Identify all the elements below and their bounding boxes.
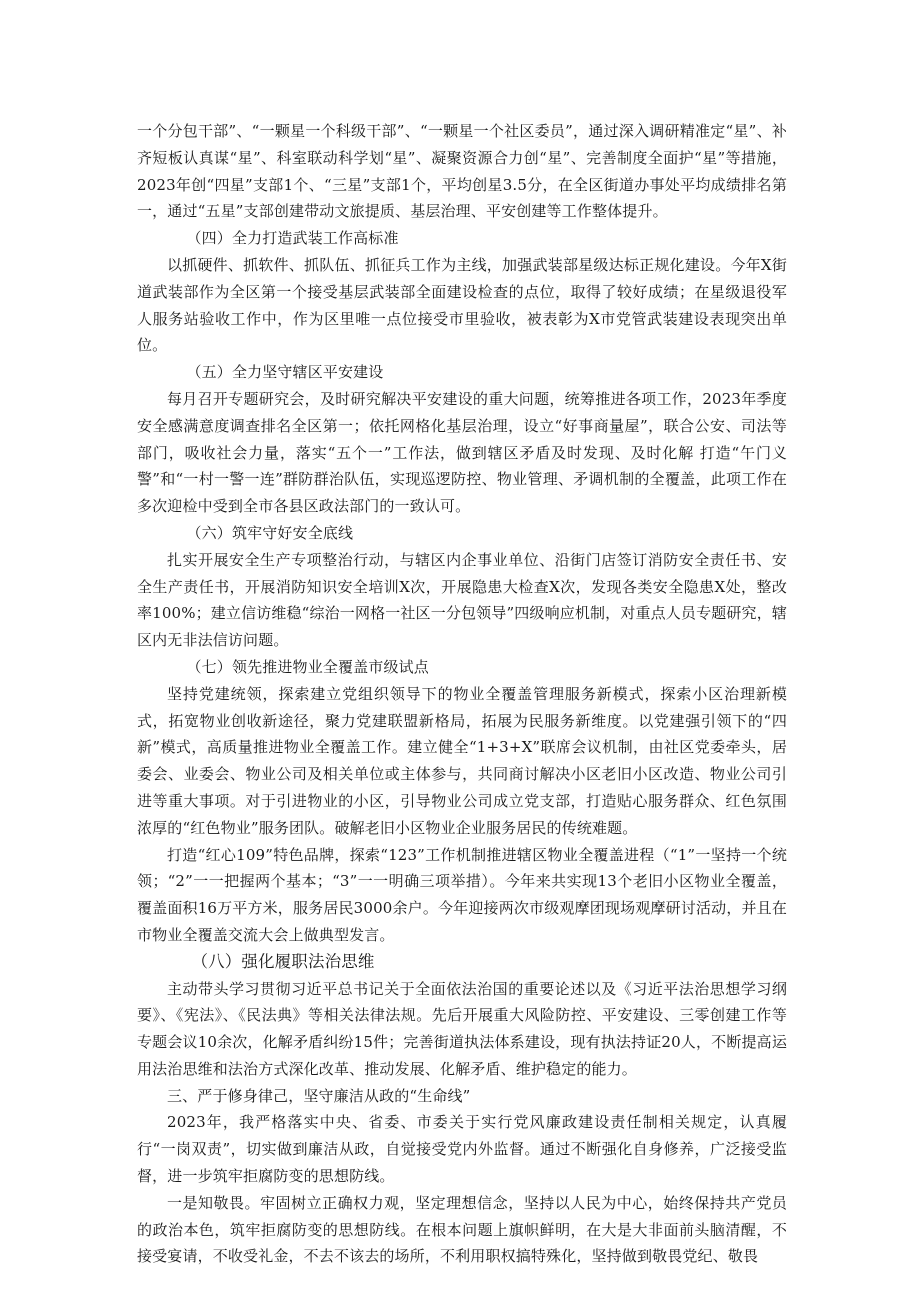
paragraph-armed-forces: 以抓硬件、抓软件、抓队伍、抓征兵工作为主线，加强武装部星级达标正规化建设。今年X街道武装部作为全区第一个接受基层武装部全面建设检查的点位，取得了较好成绩；在星级退役军人服务站验收工作中，作为区里唯一点位接受市里验收，被表彰为X市党管武装建设表现突出单位。	[137, 255, 787, 355]
paragraph-safety-baseline: 扎实开展安全生产专项整治行动，与辖区内企事业单位、沿街门店签订消防安全责任书、安全生产责任书，开展消防知识安全培训X次，开展隐患大检查X次，发现各类安全隐患X处，整改率100%；建立信访维稳“综治一网格一社区一分包领导”四级响应机制，对重点人员专题研究，辖区内无非法信访问题。	[137, 550, 787, 650]
paragraph-integrity-intro: 2023年，我严格落实中央、省委、市委关于实行党风廉政建设责任制相关规定，认真履行“一岗双责”，切实做到廉洁从政，自觉接受党内外监督。通过不断强化自身修养，广泛接受监督，进一步筑牢拒腐防变的思想防线。	[137, 1113, 787, 1186]
heading-property-coverage: （七）领先推进物业全覆盖市级试点	[186, 657, 429, 676]
heading-safety-baseline: （六）筑牢守好安全底线	[186, 523, 354, 542]
heading-armed-forces: （四）全力打造武装工作高标准	[186, 229, 399, 248]
paragraph-continued: 一个分包干部”、“一颗星一个科级干部”、“一颗星一个社区委员”，通过深入调研精准定“星”、补齐短板认真谋“星”、科室联动科学划“星”、凝聚资源合力创“星”、完善制度全面护“星”等措施，2023年创“四星”支部1个、“三星”支部1个，平均创星3.5分，在全区街道办事处平均成绩排名第一，通过“五星”支部创建带动文旅提质、基层治理、平安创建等工作整体提升。	[137, 122, 787, 221]
paragraph-rule-of-law: 主动带头学习贯彻习近平总书记关于全面依法治国的重要论述以及《习近平法治思想学习纲要》、《宪法》、《民法典》等相关法律法规。先后开展重大风险防控、平安建设、三零创建工作等专题会议10余次，化解矛盾纠纷15件；完善街道执法体系建设，现有执法持证20人，不断提高运用法治思维和法治方式深化改革、推动发展、化解矛盾、维护稳定的能力。	[137, 979, 787, 1078]
heading-public-safety: （五）全力坚守辖区平安建设	[186, 363, 384, 382]
paragraph-public-safety: 每月召开专题研究会，及时研究解决平安建设的重大问题，统筹推进各项工作，2023年季度安全感满意度调查排名全区第一；依托网格化基层治理，设立“好事商量屋”，联合公安、司法等部门，吸收社会力量，落实“五个一”工作法，做到辖区矛盾及时发现、及时化解 打造“午门义警”和“一村一警一连”群防群治队伍，实现巡逻防控、物业管理、矛调机制的全覆盖，此项工作在多次迎检中受到全市各县区政法部门的一致认可。	[137, 389, 787, 516]
paragraph-awe: 一是知敬畏。牢固树立正确权力观，坚定理想信念，坚持以人民为中心，始终保持共产党员的政治本色，筑牢拒腐防变的思想防线。在根本问题上旗帜鲜明，在大是大非面前头脑清醒，不接受宴请，不收受礼金，不去不该去的场所，不利用职权搞特殊化，坚持做到敬畏党纪、敬畏	[137, 1193, 787, 1266]
section-heading-integrity: 三、严于修身律己，坚守廉洁从政的“生命线”	[167, 1086, 471, 1105]
paragraph-property-coverage: 坚持党建统领，探索建立党组织领导下的物业全覆盖管理服务新模式，探索小区治理新模式，拓宽物业创收新途径，聚力党建联盟新格局，拓展为民服务新维度。以党建强引领下的“四新”模式，高质量推进物业全覆盖工作。建立健全“1+3+X”联席会议机制，由社区党委牵头，居委会、业委会、物业公司及相关单位或主体参与，共同商讨解决小区老旧小区改造、物业公司引进等重大事项。对于引进物业的小区，引导物业公司成立党支部，打造贴心服务群众、红色氛围浓厚的“红色物业”服务团队。破解老旧小区物业企业服务居民的传统难题。	[137, 684, 787, 837]
document-body	[137, 118, 787, 1270]
paragraph-red-heart-brand: 打造“红心109”特色品牌，探索“123”工作机制推进辖区物业全覆盖进程（“1”一坚持一个统领；“2”一一把握两个基本；“3”一一明确三项举措）。今年来共实现13个老旧小区物业全覆盖，覆盖面积16万平方米，服务居民3000余户。今年迎接两次市级观摩团现场观摩研讨活动，并且在市物业全覆盖交流大会上做典型发言。	[137, 845, 787, 944]
heading-rule-of-law: （八）强化履职法治思维	[191, 951, 375, 971]
